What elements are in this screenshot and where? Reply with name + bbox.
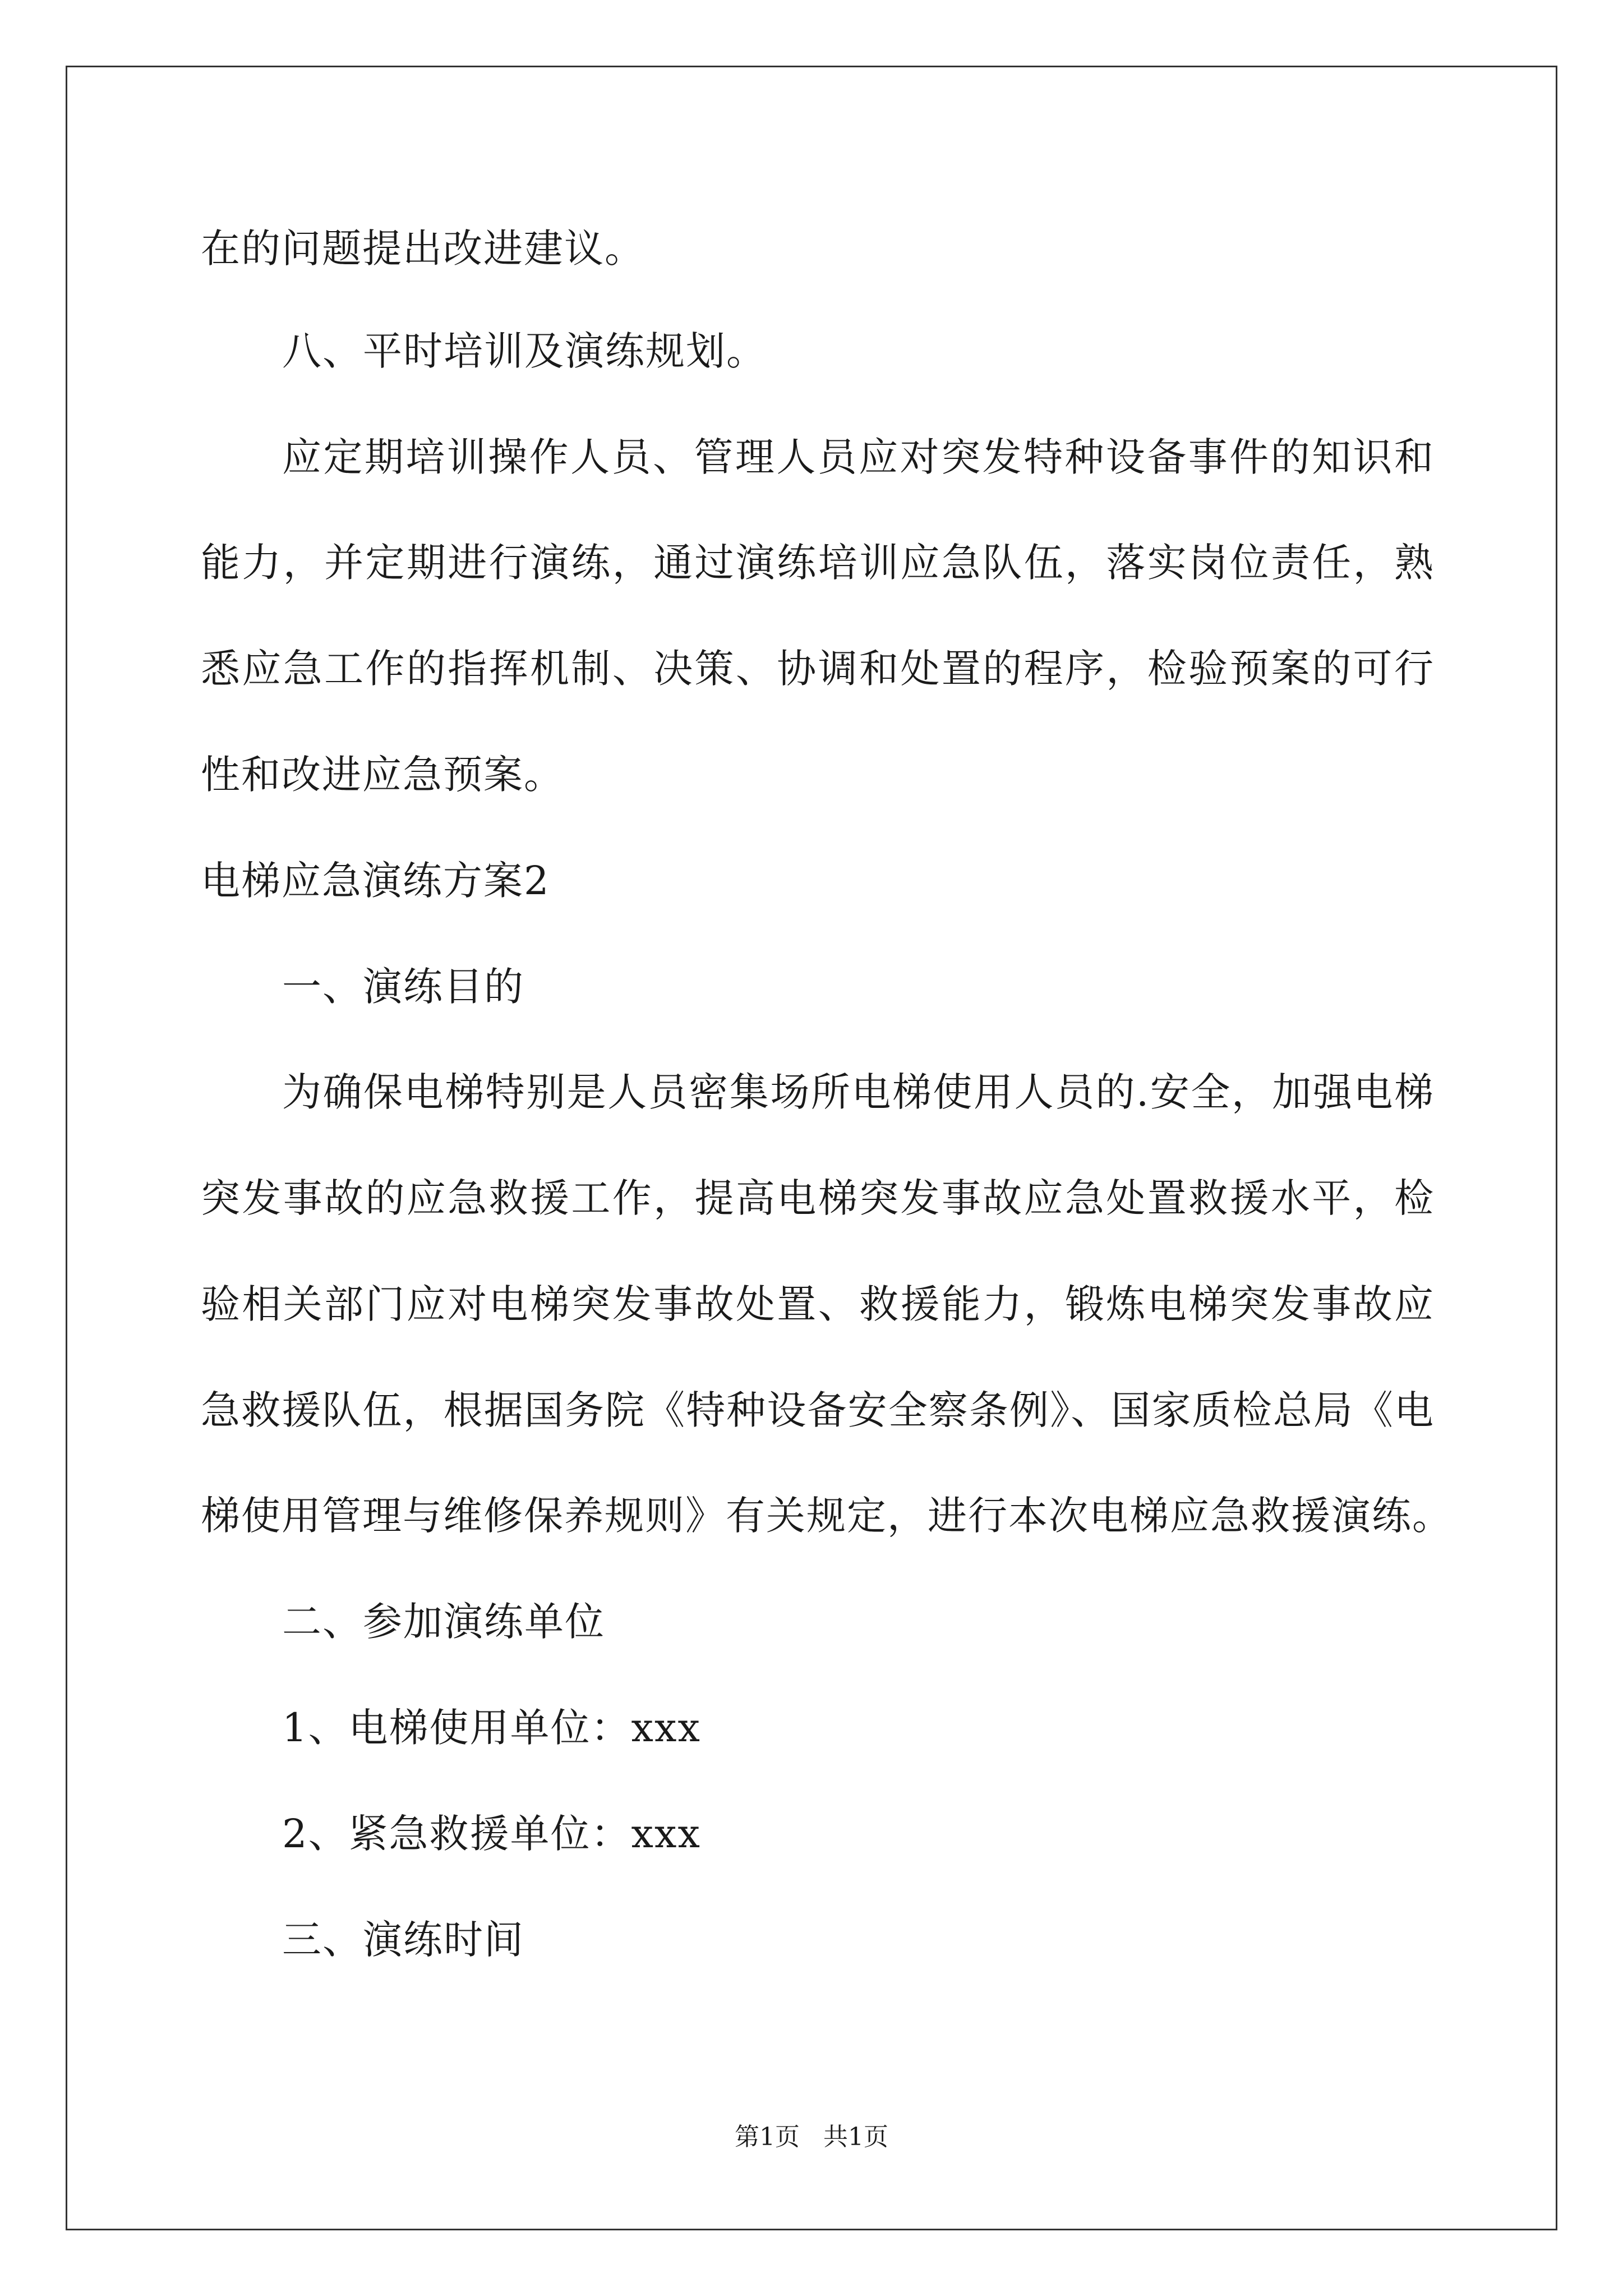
text-line: 急救援队伍，根据国务院《特种设备安全察条例》、国家质检总局《电 xyxy=(201,1387,1435,1433)
page-number-footer: 第1页 共1页 xyxy=(735,2123,888,2151)
list-item: 2、紧急救援单位：xxx xyxy=(282,1811,701,1857)
section-heading: 二、参加演练单位 xyxy=(282,1599,605,1645)
text-line: 悉应急工作的指挥机制、决策、协调和处置的程序，检验预案的可行 xyxy=(201,646,1435,692)
text-line: 在的问题提出改进建议。 xyxy=(201,226,645,272)
text-line: 验相关部门应对电梯突发事故处置、救援能力，锻炼电梯突发事故应 xyxy=(201,1281,1435,1327)
text-line: 能力，并定期进行演练，通过演练培训应急队伍，落实岗位责任，熟 xyxy=(201,540,1435,586)
section-heading: 八、平时培训及演练规划。 xyxy=(282,328,767,374)
section-heading: 三、演练时间 xyxy=(282,1917,524,1963)
page-border xyxy=(66,66,1557,2230)
text-line: 突发事故的应急救援工作，提高电梯突发事故应急处置救援水平，检 xyxy=(201,1175,1435,1221)
text-line: 应定期培训操作人员、管理人员应对突发特种设备事件的知识和 xyxy=(282,434,1435,480)
section-heading: 一、演练目的 xyxy=(282,964,524,1010)
text-line: 梯使用管理与维修保养规则》有关规定，进行本次电梯应急救援演练。 xyxy=(201,1493,1453,1539)
document-title: 电梯应急演练方案2 xyxy=(201,858,550,904)
text-line: 性和改进应急预案。 xyxy=(201,752,564,798)
text-line: 为确保电梯特别是人员密集场所电梯使用人员的.安全，加强电梯 xyxy=(282,1069,1435,1115)
list-item: 1、电梯使用单位：xxx xyxy=(282,1705,701,1751)
